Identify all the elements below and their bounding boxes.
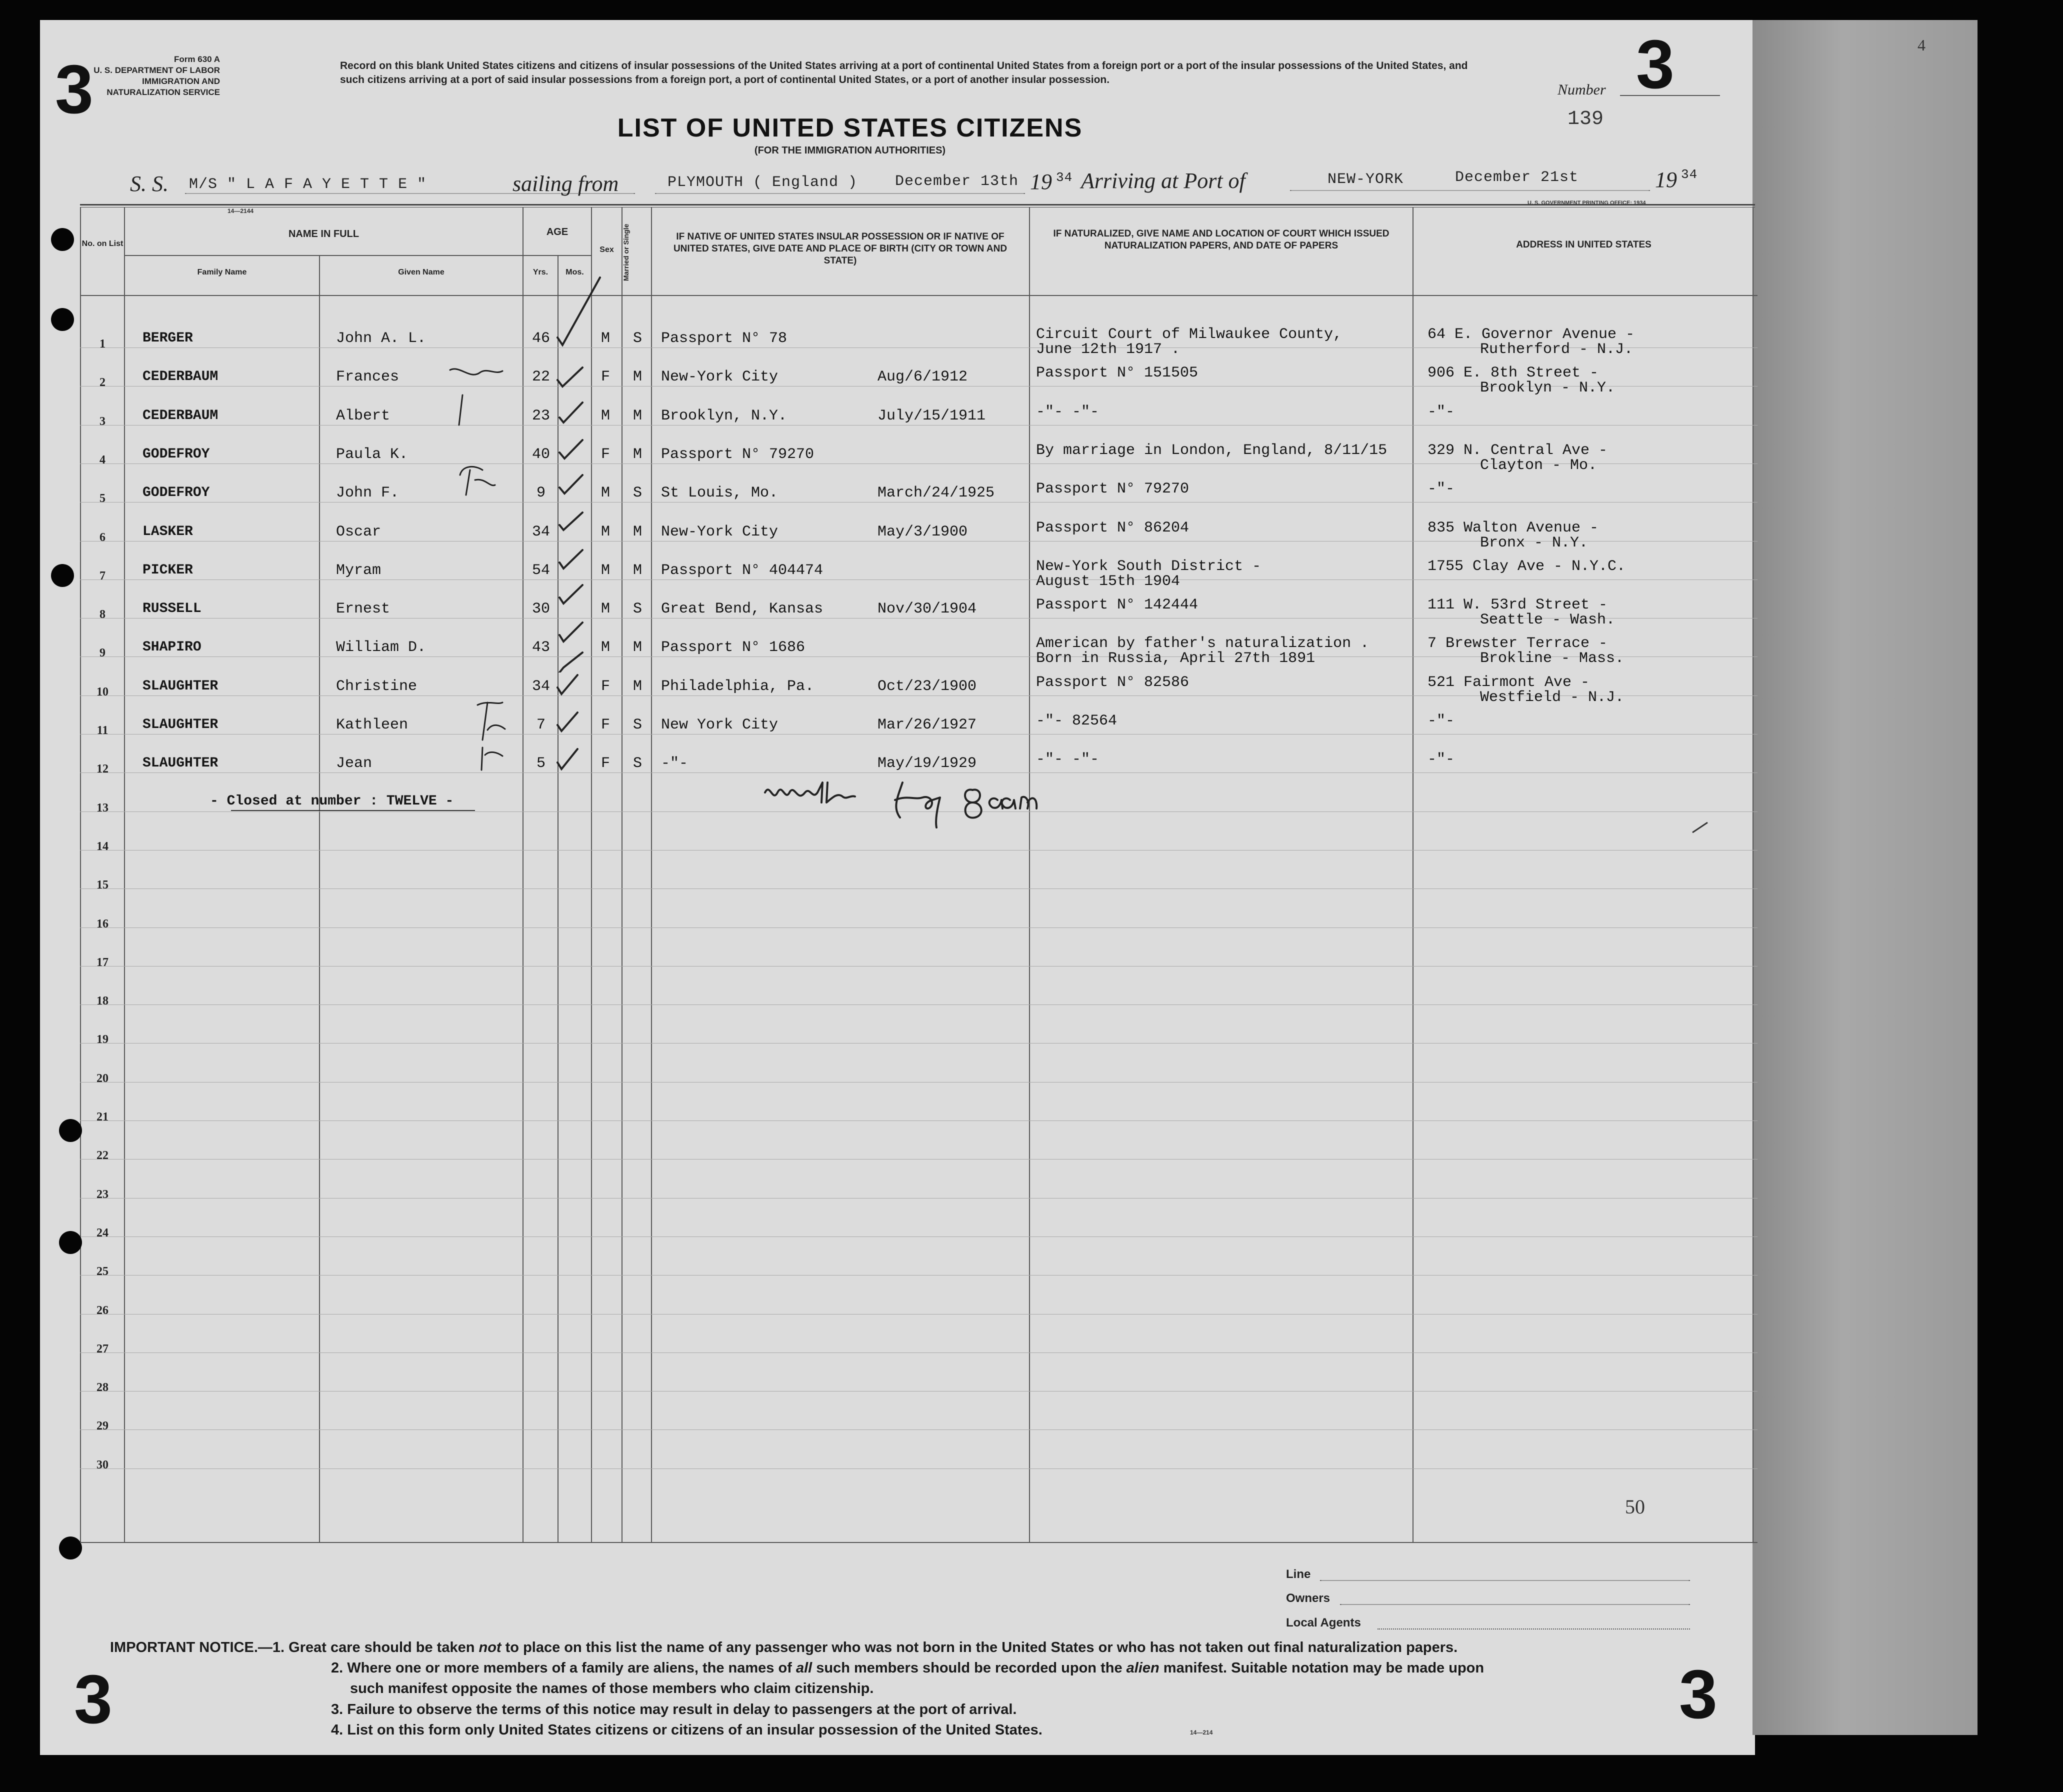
sex: F xyxy=(600,716,610,734)
address-line-2: Brooklyn - N.Y. xyxy=(1480,380,1616,397)
handwritten-annotation xyxy=(440,365,510,505)
manifest-page xyxy=(40,20,1755,1755)
sex: F xyxy=(600,368,610,386)
form-id xyxy=(75,54,220,98)
notice-item-2 xyxy=(110,1658,1710,1678)
address-line-1: 111 W. 53rd Street - xyxy=(1428,596,1608,614)
row-number: 7 xyxy=(100,569,106,582)
family-name: PICKER xyxy=(142,562,193,578)
row-number: 21 xyxy=(96,1110,108,1124)
closed-note: - Closed at number : TWELVE - xyxy=(210,794,454,809)
family-name: SHAPIRO xyxy=(142,640,202,656)
row-number: 28 xyxy=(96,1381,108,1394)
family-name: GODEFROY xyxy=(142,485,210,501)
birth-place: Passport N° 79270 xyxy=(661,446,814,463)
row-rule xyxy=(80,425,1758,426)
notice-emphasis: alien xyxy=(1126,1660,1160,1676)
naturalization-line-1: Passport N° 82586 xyxy=(1036,674,1190,691)
ship-name: M/S " L A F A Y E T T E " xyxy=(189,176,427,193)
notice-item-2-cont: such manifest opposite the names of those members who claim citizenship. xyxy=(350,1680,874,1697)
address-line-1: 835 Walton Avenue - xyxy=(1428,519,1599,536)
family-name: CEDERBAUM xyxy=(142,369,218,385)
port-to: NEW-YORK xyxy=(1328,171,1404,188)
address-line-1: 329 N. Central Ave - xyxy=(1428,442,1608,459)
form-id-line: NATURALIZATION SERVICE xyxy=(106,88,220,98)
family-name: GODEFROY xyxy=(142,446,210,462)
marital-status: S xyxy=(632,600,642,618)
birth-date: May/19/1929 xyxy=(878,755,977,772)
row-number: 19 xyxy=(96,1033,108,1046)
header-rule-thin xyxy=(80,207,1755,208)
row-rule xyxy=(80,1236,1758,1237)
naturalization-line-2: August 15th 1904 xyxy=(1036,572,1180,590)
row-number: 12 xyxy=(96,762,108,776)
given-name: Jean xyxy=(336,755,372,772)
naturalization-line-2: Born in Russia, April 27th 1891 xyxy=(1036,650,1316,668)
family-name: CEDERBAUM xyxy=(142,408,218,424)
address-line-2: Seattle - Wash. xyxy=(1480,612,1616,629)
row-number: 15 xyxy=(96,878,108,892)
number-label: Number xyxy=(1558,82,1606,98)
sex: F xyxy=(600,446,610,463)
marital-status: M xyxy=(632,562,642,579)
address-line-1: 906 E. 8th Street - xyxy=(1428,364,1599,382)
age-subheader-rule xyxy=(522,255,591,256)
marital-status: M xyxy=(632,678,642,695)
punch-hole xyxy=(51,308,74,331)
row-number: 30 xyxy=(96,1458,108,1472)
marital-status: S xyxy=(632,484,642,502)
header-rule xyxy=(80,204,1755,206)
row-number: 27 xyxy=(96,1342,108,1356)
form-id-line: IMMIGRATION AND xyxy=(142,76,220,86)
handwritten-checkmarks xyxy=(552,272,618,672)
notice-emphasis: not xyxy=(478,1640,502,1656)
form-id-line: U. S. DEPARTMENT OF LABOR xyxy=(94,66,220,76)
row-number: 10 xyxy=(96,685,108,698)
year-prefix-to: 19 xyxy=(1655,168,1677,192)
sex: M xyxy=(600,562,610,579)
header-no: No. on List xyxy=(82,240,124,248)
row-number: 26 xyxy=(96,1304,108,1317)
given-name: Frances xyxy=(336,368,400,386)
check-mark xyxy=(558,278,600,345)
row-number: 23 xyxy=(96,1188,108,1201)
marital-status: M xyxy=(632,368,642,386)
punch-hole xyxy=(51,228,74,251)
row-number: 4 xyxy=(100,453,106,466)
row-number: 14 xyxy=(96,840,108,853)
age-years: 9 xyxy=(536,484,546,502)
name-subheader-rule xyxy=(124,255,522,256)
age-years: 30 xyxy=(532,600,550,618)
sex: F xyxy=(600,755,610,772)
naturalization-line-1: -"- -"- xyxy=(1036,403,1100,420)
row-number: 25 xyxy=(96,1265,108,1278)
birth-place: Philadelphia, Pa. xyxy=(661,678,814,695)
row-rule xyxy=(80,1352,1758,1353)
col-line xyxy=(1029,207,1030,1542)
form-subtitle: (FOR THE IMMIGRATION AUTHORITIES) xyxy=(754,145,946,156)
row-rule xyxy=(80,1159,1758,1160)
punch-hole xyxy=(59,1231,82,1254)
birth-place: Great Bend, Kansas xyxy=(661,600,824,618)
form-instructions: Record on this blank United States citizens and citizens of insular possessions of the United States arriving at a port of continental United States from a foreign port or a port of the insular possessions of the United States, and such citizens arriving at a port of said insular possessions from a foreign port, a port of continental United States, or a port of another insular possession. xyxy=(340,60,1468,86)
family-name: LASKER xyxy=(142,524,193,540)
form-id-line: Form 630 A xyxy=(174,54,220,64)
address-line-1: 1755 Clay Ave - N.Y.C. xyxy=(1428,558,1626,575)
punch-hole xyxy=(59,1536,82,1560)
age-years: 23 xyxy=(532,407,550,424)
line-field xyxy=(1320,1580,1690,1581)
page-stamp: 50 xyxy=(1625,1496,1645,1518)
notice-text: to place on this list the name of any passenger who was not born in the United States or who has not taken out final naturalization papers. xyxy=(501,1640,1458,1656)
col-line xyxy=(1412,207,1414,1542)
row-number: 1 xyxy=(100,338,106,350)
handwritten-signature xyxy=(762,772,1122,832)
notice-lead: IMPORTANT NOTICE. xyxy=(110,1640,258,1656)
given-name: Ernest xyxy=(336,600,390,618)
birth-place: New-York City xyxy=(661,523,778,540)
print-code: 14—2144 xyxy=(228,208,254,214)
print-code-bottom: 14—214 xyxy=(1190,1729,1213,1736)
given-name: John A. L. xyxy=(336,330,426,347)
birth-date: July/15/1911 xyxy=(878,407,986,424)
row-rule xyxy=(80,1043,1758,1044)
row-rule xyxy=(80,1391,1758,1392)
naturalization-line-1: Passport N° 86204 xyxy=(1036,519,1190,536)
row-number: 17 xyxy=(96,956,108,969)
naturalization-line-1: -"- 82564 xyxy=(1036,712,1118,730)
col-line xyxy=(80,207,81,1542)
birth-date: March/24/1925 xyxy=(878,484,995,502)
row-number: 3 xyxy=(100,414,106,428)
notice-item-1 xyxy=(110,1638,1710,1658)
birth-place: Brooklyn, N.Y. xyxy=(661,407,788,424)
family-name: RUSSELL xyxy=(142,601,202,617)
header-sex: Sex xyxy=(600,246,614,254)
given-name: Myram xyxy=(336,562,382,579)
naturalization-line-2: June 12th 1917 . xyxy=(1036,341,1180,358)
row-rule xyxy=(80,1275,1758,1276)
line-label: Line xyxy=(1286,1568,1311,1581)
family-name: SLAUGHTER xyxy=(142,717,218,732)
notice-text: —1. Great care should be taken xyxy=(258,1640,479,1656)
notice-item-4: 4. List on this form only United States citizens or citizens of an insular possession of the United States. xyxy=(331,1722,1042,1738)
given-name: Kathleen xyxy=(336,716,408,734)
header-family-name: Family Name xyxy=(197,268,247,276)
family-name: SLAUGHTER xyxy=(142,678,218,694)
given-name: William D. xyxy=(336,639,426,656)
birth-place: St Louis, Mo. xyxy=(661,484,778,502)
local-agents-field xyxy=(1378,1628,1690,1630)
birth-date: Aug/6/1912 xyxy=(878,368,968,386)
local-agents-label: Local Agents xyxy=(1286,1616,1361,1630)
notice-emphasis: all xyxy=(796,1660,812,1676)
marital-status: M xyxy=(632,523,642,540)
form-title: LIST OF UNITED STATES CITIZENS xyxy=(617,114,1083,142)
header-name-in-full: NAME IN FULL xyxy=(288,228,360,240)
row-rule xyxy=(80,1468,1758,1469)
marital-status: S xyxy=(632,716,642,734)
age-years: 7 xyxy=(536,716,546,734)
address-line-1: 521 Fairmont Ave - xyxy=(1428,674,1590,691)
address-line-1: -"- xyxy=(1428,480,1455,498)
address-line-1: 7 Brewster Terrace - xyxy=(1428,635,1608,652)
handwritten-checkmarks-lower xyxy=(552,665,582,785)
row-number: 11 xyxy=(96,724,108,737)
row-number: 20 xyxy=(96,1072,108,1085)
arriving-label: Arriving at Port of xyxy=(1081,168,1246,193)
family-name: SLAUGHTER xyxy=(142,756,218,772)
age-years: 54 xyxy=(532,562,550,579)
birth-place: -"- xyxy=(661,755,688,772)
address-line-1: -"- xyxy=(1428,751,1455,768)
row-number: 29 xyxy=(96,1420,108,1433)
given-name: Oscar xyxy=(336,523,382,540)
naturalization-line-1: Passport N° 142444 xyxy=(1036,596,1198,614)
closed-note-underline xyxy=(231,810,475,811)
table-bottom-rule xyxy=(80,1542,1758,1543)
naturalization-line-1: Circuit Court of Milwaukee County, xyxy=(1036,326,1342,343)
row-number: 6 xyxy=(100,530,106,544)
corner-number-top-right: 3 xyxy=(1636,26,1674,103)
naturalization-line-1: By marriage in London, England, 8/11/15 xyxy=(1036,442,1388,459)
col-line xyxy=(124,207,125,1542)
header-naturalized: IF NATURALIZED, GIVE NAME AND LOCATION OF COURT WHICH ISSUED NATURALIZATION PAPERS, AND DATE OF PAPERS xyxy=(1053,228,1390,251)
sex: M xyxy=(600,330,610,347)
given-name: Albert xyxy=(336,407,390,424)
notice-text: such members should be recorded upon the xyxy=(812,1660,1126,1676)
header-yrs: Yrs. xyxy=(532,268,548,276)
gpo-note: U. S. GOVERNMENT PRINTING OFFICE: 1934 xyxy=(1528,200,1646,206)
stray-mark xyxy=(1690,820,1710,835)
notice-text: 2. Where one or more members of a family are aliens, the names of xyxy=(331,1660,796,1676)
address-line-2: Westfield - N.J. xyxy=(1480,688,1624,706)
given-name: John F. xyxy=(336,484,400,502)
punch-hole xyxy=(51,564,74,587)
birth-place: New York City xyxy=(661,716,778,734)
row-number: 9 xyxy=(100,646,106,660)
header-address: ADDRESS IN UNITED STATES xyxy=(1516,240,1652,250)
birth-date: Mar/26/1927 xyxy=(878,716,977,734)
address-line-2: Brokline - Mass. xyxy=(1480,650,1624,668)
age-years: 34 xyxy=(532,523,550,540)
row-number: 16 xyxy=(96,917,108,930)
corner-number-top-left: 3 xyxy=(55,51,94,128)
ss-label: S. S. xyxy=(130,172,168,196)
address-line-2: Clayton - Mo. xyxy=(1480,456,1598,474)
address-line-1: -"- xyxy=(1428,712,1455,730)
corner-number-bottom-right: 3 xyxy=(1679,1656,1718,1733)
header-mos: Mos. xyxy=(566,268,584,276)
marital-status: M xyxy=(632,446,642,463)
birth-place: Passport N° 404474 xyxy=(661,562,824,579)
marital-status: S xyxy=(632,330,642,347)
birth-place: Passport N° 1686 xyxy=(661,639,806,656)
year-to: 34 xyxy=(1681,167,1698,182)
header-age: AGE xyxy=(546,226,568,238)
margin-mark: 4 xyxy=(1918,36,1926,54)
marital-status: S xyxy=(632,755,642,772)
handwritten-annotation-lower xyxy=(468,700,512,775)
sex: M xyxy=(600,407,610,424)
address-line-1: -"- xyxy=(1428,403,1455,420)
age-years: 43 xyxy=(532,639,550,656)
naturalization-line-1: American by father's naturalization . xyxy=(1036,635,1370,652)
number-underline xyxy=(1620,95,1720,96)
date-to: December 21st xyxy=(1455,169,1579,186)
list-number: 139 xyxy=(1568,108,1604,130)
header-given-name: Given Name xyxy=(398,268,444,276)
col-line xyxy=(522,207,524,1542)
naturalization-line-1: Passport N° 151505 xyxy=(1036,364,1198,382)
birth-place: Passport N° 78 xyxy=(661,330,788,347)
naturalization-line-1: New-York South District - xyxy=(1036,558,1262,575)
row-number: 2 xyxy=(100,376,106,390)
row-number: 22 xyxy=(96,1149,108,1162)
row-number: 13 xyxy=(96,801,108,814)
naturalization-line-1: Passport N° 79270 xyxy=(1036,480,1190,498)
header-bottom-rule xyxy=(80,295,1758,296)
port-from: PLYMOUTH ( England ) xyxy=(668,174,858,191)
given-name: Paula K. xyxy=(336,446,408,463)
header-birth: IF NATIVE OF UNITED STATES INSULAR POSSESSION OR IF NATIVE OF UNITED STATES, GIVE DATE AND PLACE OF BIRTH (CITY OR TOWN AND STATE) xyxy=(673,232,1008,266)
row-rule xyxy=(80,1004,1758,1005)
age-years: 5 xyxy=(536,755,546,772)
age-years: 34 xyxy=(532,678,550,695)
row-number: 5 xyxy=(100,492,106,506)
sex: F xyxy=(600,678,610,695)
row-number: 8 xyxy=(100,608,106,622)
sex: M xyxy=(600,523,610,540)
age-years: 40 xyxy=(532,446,550,463)
marital-status: M xyxy=(632,639,642,656)
col-line xyxy=(319,255,320,1542)
punch-hole xyxy=(59,1119,82,1142)
given-name: Christine xyxy=(336,678,418,695)
year-from: 34 xyxy=(1056,170,1073,185)
row-rule xyxy=(80,888,1758,889)
birth-place: New-York City xyxy=(661,368,778,386)
col-line xyxy=(1752,207,1754,1542)
arrival-underline xyxy=(1290,190,1650,191)
owners-field xyxy=(1340,1604,1690,1605)
row-number: 24 xyxy=(96,1226,108,1240)
row-rule xyxy=(80,1120,1758,1121)
age-years: 22 xyxy=(532,368,550,386)
date-from: December 13th xyxy=(895,173,1019,190)
sex: M xyxy=(600,600,610,618)
address-line-2: Bronx - N.Y. xyxy=(1480,534,1588,552)
address-line-2: Rutherford - N.J. xyxy=(1480,341,1634,358)
row-number: 18 xyxy=(96,994,108,1008)
voyage-line xyxy=(130,167,1698,201)
header-married-single: Married or Single xyxy=(622,224,630,282)
birth-date: Nov/30/1904 xyxy=(878,600,977,618)
important-notice xyxy=(110,1638,1710,1740)
sex: M xyxy=(600,639,610,656)
owners-label: Owners xyxy=(1286,1592,1330,1605)
age-years: 46 xyxy=(532,330,550,347)
port-underline xyxy=(655,193,1025,194)
page-margin xyxy=(1752,20,1978,1735)
sailing-label: sailing from xyxy=(512,172,619,196)
notice-item-3: 3. Failure to observe the terms of this notice may result in delay to passengers at the port of arrival. xyxy=(331,1701,1017,1718)
notice-text: manifest. Suitable notation may be made upon xyxy=(1159,1660,1484,1676)
sex: M xyxy=(600,484,610,502)
marital-status: M xyxy=(632,407,642,424)
year-prefix-from: 19 xyxy=(1030,170,1052,194)
family-name: BERGER xyxy=(142,330,193,346)
col-line xyxy=(651,207,652,1542)
address-line-1: 64 E. Governor Avenue - xyxy=(1428,326,1635,343)
naturalization-line-1: -"- -"- xyxy=(1036,751,1100,768)
birth-date: May/3/1900 xyxy=(878,523,968,540)
corner-number-bottom-left: 3 xyxy=(74,1661,112,1738)
birth-date: Oct/23/1900 xyxy=(878,678,977,695)
